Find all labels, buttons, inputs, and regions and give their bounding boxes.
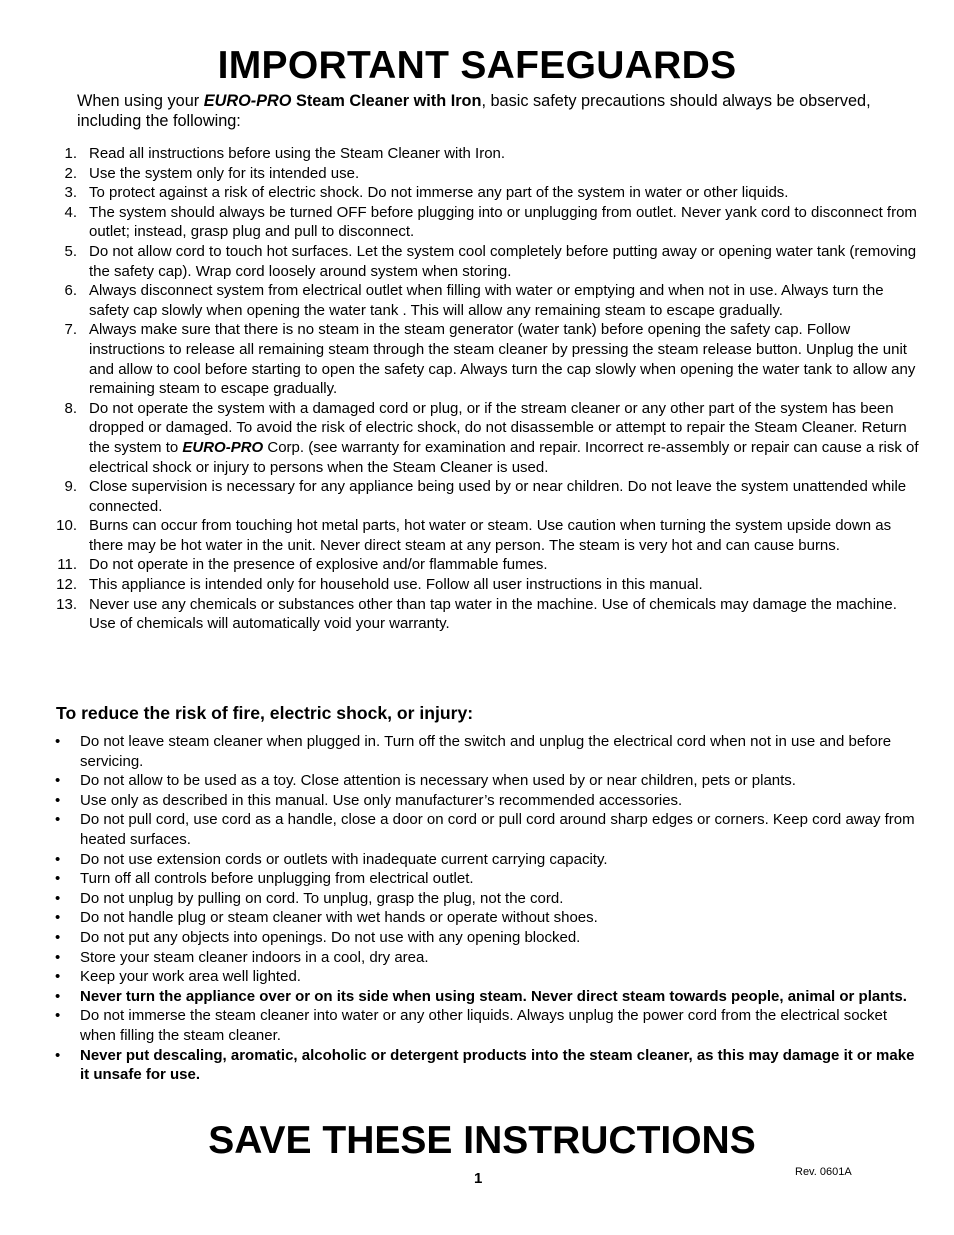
item-number: 3. <box>64 184 77 202</box>
bullet-item <box>0 1046 954 1085</box>
bullet-text: Do not leave steam cleaner when plugged in. Turn off the switch and unplug the electrical cord when not in use and before servicing. <box>80 733 892 770</box>
item-text: Burns can occur from touching hot metal parts, hot water or steam. Use caution when turning the system upside down as there may be hot water in the unit. Never direct steam at any person. The steam is very hot and can cause burns. <box>89 517 892 554</box>
list-item <box>0 281 954 320</box>
item-text: Use the system only for its intended use. <box>89 164 360 182</box>
list-item <box>0 575 954 595</box>
bullet-text: Do not handle plug or steam cleaner with wet hands or operate without shoes. <box>80 909 598 927</box>
bullet-item <box>0 732 954 771</box>
bullet-icon: • <box>55 811 61 829</box>
item-text: Always make sure that there is no steam in the steam generator (water tank) before opening the safety cap. Follow instructions to release all remaining steam through the steam cleaner by pressing the steam release button. Unplug the unit and allow to cool before starting to open the safety cap. Always turn the cap slowly when opening the water tank to allow any remaining steam to escape gradually. <box>89 321 916 398</box>
bullet-icon: • <box>55 791 61 809</box>
bullet-icon: • <box>55 1046 61 1064</box>
bullet-text: Do not use extension cords or outlets with inadequate current carrying capacity. <box>80 850 608 868</box>
item-text <box>89 400 919 476</box>
bullet-item <box>0 850 954 870</box>
item-number: 8. <box>64 399 77 417</box>
bullet-text: Do not put any objects into openings. Do not use with any opening blocked. <box>80 928 581 946</box>
bullet-icon: • <box>55 948 61 966</box>
intro-prefix: When using your <box>77 92 204 110</box>
item-brand: EURO-PRO <box>182 438 264 456</box>
bullet-item <box>0 908 954 928</box>
item-number: 7. <box>64 321 77 339</box>
list-item <box>0 242 954 281</box>
numbered-safeguards-list <box>0 144 954 634</box>
section-heading: To reduce the risk of fire, electric shock, or injury: <box>56 703 474 723</box>
page-title: IMPORTANT SAFEGUARDS <box>217 44 737 87</box>
item-number: 4. <box>64 203 77 221</box>
bullet-icon: • <box>55 772 61 790</box>
list-item <box>0 555 954 575</box>
page-number: 1 <box>474 1170 483 1187</box>
list-item <box>0 320 954 398</box>
list-item <box>0 399 954 477</box>
bullet-item <box>0 928 954 948</box>
bullet-icon: • <box>55 733 61 750</box>
bullet-text: Use only as described in this manual. Use only manufacturer’s recommended accessories. <box>80 791 683 809</box>
bullet-item <box>0 1006 954 1045</box>
item-number: 2. <box>64 164 77 182</box>
bullet-item <box>0 889 954 909</box>
item-number: 6. <box>64 282 77 300</box>
item-number: 10. <box>56 517 77 535</box>
list-item <box>0 164 954 184</box>
bullet-icon: • <box>55 987 61 1005</box>
footer-title: SAVE THESE INSTRUCTIONS <box>208 1119 756 1162</box>
bullet-text: Store your steam cleaner indoors in a cool, dry area. <box>80 948 429 966</box>
item-text: Do not operate in the presence of explosive and/or flammable fumes. <box>89 556 548 574</box>
bullet-text: Keep your work area well lighted. <box>80 968 301 986</box>
item-text: Read all instructions before using the Steam Cleaner with Iron. <box>89 145 506 162</box>
item-text-before: Do not operate the system with a damaged cord or plug, or if the stream cleaner or any other part of the system has been dropped or damaged. To avoid the risk of electric shock, do not disassemble or attempt to repair the Steam Cleaner. Return the system to <box>89 399 907 456</box>
item-number: 9. <box>64 478 77 496</box>
list-item <box>0 595 954 634</box>
revision-label: Rev. 0601A <box>795 1166 852 1178</box>
bullet-text: Never put descaling, aromatic, alcoholic or detergent products into the steam cleaner, as this may damage it or make it unsafe for use. <box>80 1046 915 1084</box>
bullet-item <box>0 869 954 889</box>
list-item <box>0 477 954 516</box>
item-number: 5. <box>64 242 77 260</box>
item-text: Close supervision is necessary for any appliance being used by or near children. Do not leave the system unattended while connected. <box>89 478 907 515</box>
item-text: Always disconnect system from electrical outlet when filling with water or emptying and when not in use. Always turn the safety cap slowly when opening the water tank . This will allow any remaining steam to escape gradually. <box>89 282 884 319</box>
bullet-icon: • <box>55 909 61 927</box>
item-text-after: Corp. (see warranty for examination and repair. Incorrect re-assembly or repair can cause a risk of electrical shock or injury to persons when the Steam Cleaner is used. <box>89 438 919 476</box>
bullet-text: Do not immerse the steam cleaner into water or any other liquids. Always unplug the power cord from the electrical socket when filling the steam cleaner. <box>80 1007 888 1044</box>
bullet-icon: • <box>55 1007 61 1025</box>
bullet-text: Do not unplug by pulling on cord. To unplug, grasp the plug, not the cord. <box>80 889 564 907</box>
bullet-text: Turn off all controls before unplugging from electrical outlet. <box>80 870 474 888</box>
bullet-icon: • <box>55 850 61 868</box>
item-number: 1. <box>64 145 77 162</box>
bullet-icon: • <box>55 928 61 946</box>
list-item <box>0 183 954 203</box>
list-item <box>0 203 954 242</box>
item-number: 13. <box>56 595 77 613</box>
bullet-item <box>0 791 954 811</box>
bullet-text: Never turn the appliance over or on its side when using steam. Never direct steam towards people, animal or plants. <box>80 987 907 1005</box>
bullet-icon: • <box>55 889 61 907</box>
bullet-text: Do not allow to be used as a toy. Close attention is necessary when used by or near children, pets or plants. <box>80 772 796 790</box>
intro-brand: EURO-PRO <box>203 92 292 110</box>
bullet-item <box>0 771 954 791</box>
item-text: Do not allow cord to touch hot surfaces. Let the system cool completely before putting away or opening water tank (removing the safety cap). Wrap cord loosely around system when storing. <box>89 242 917 280</box>
item-text: To protect against a risk of electric shock. Do not immerse any part of the system in water or other liquids. <box>89 184 789 202</box>
list-item <box>0 516 954 555</box>
bullet-item <box>0 967 954 987</box>
item-number: 12. <box>56 576 77 594</box>
intro-product: Steam Cleaner with Iron <box>291 92 482 110</box>
intro-paragraph <box>77 91 877 131</box>
bullet-icon: • <box>55 870 61 888</box>
intro-suffix: , basic safety precautions should always be observed, including the following: <box>77 92 871 130</box>
item-number: 11. <box>57 556 77 574</box>
item-text: Never use any chemicals or substances other than tap water in the machine. Use of chemicals may damage the machine. Use of chemicals will automatically void your warranty. <box>89 595 897 633</box>
list-item <box>0 144 954 164</box>
bullet-item <box>0 948 954 968</box>
item-text: This appliance is intended only for household use. Follow all user instructions in this manual. <box>89 576 703 594</box>
bullet-text: Do not pull cord, use cord as a handle, close a door on cord or pull cord around sharp edges or corners. Keep cord away from heated surfaces. <box>80 811 915 848</box>
bullet-item <box>0 987 954 1007</box>
bullet-safeguards-list <box>0 732 954 1085</box>
bullet-icon: • <box>55 968 61 986</box>
item-text: The system should always be turned OFF before plugging into or unplugging from outlet. Never yank cord to disconnect from outlet; instead, grasp plug and pull to disconnect. <box>89 203 917 241</box>
bullet-item <box>0 810 954 849</box>
